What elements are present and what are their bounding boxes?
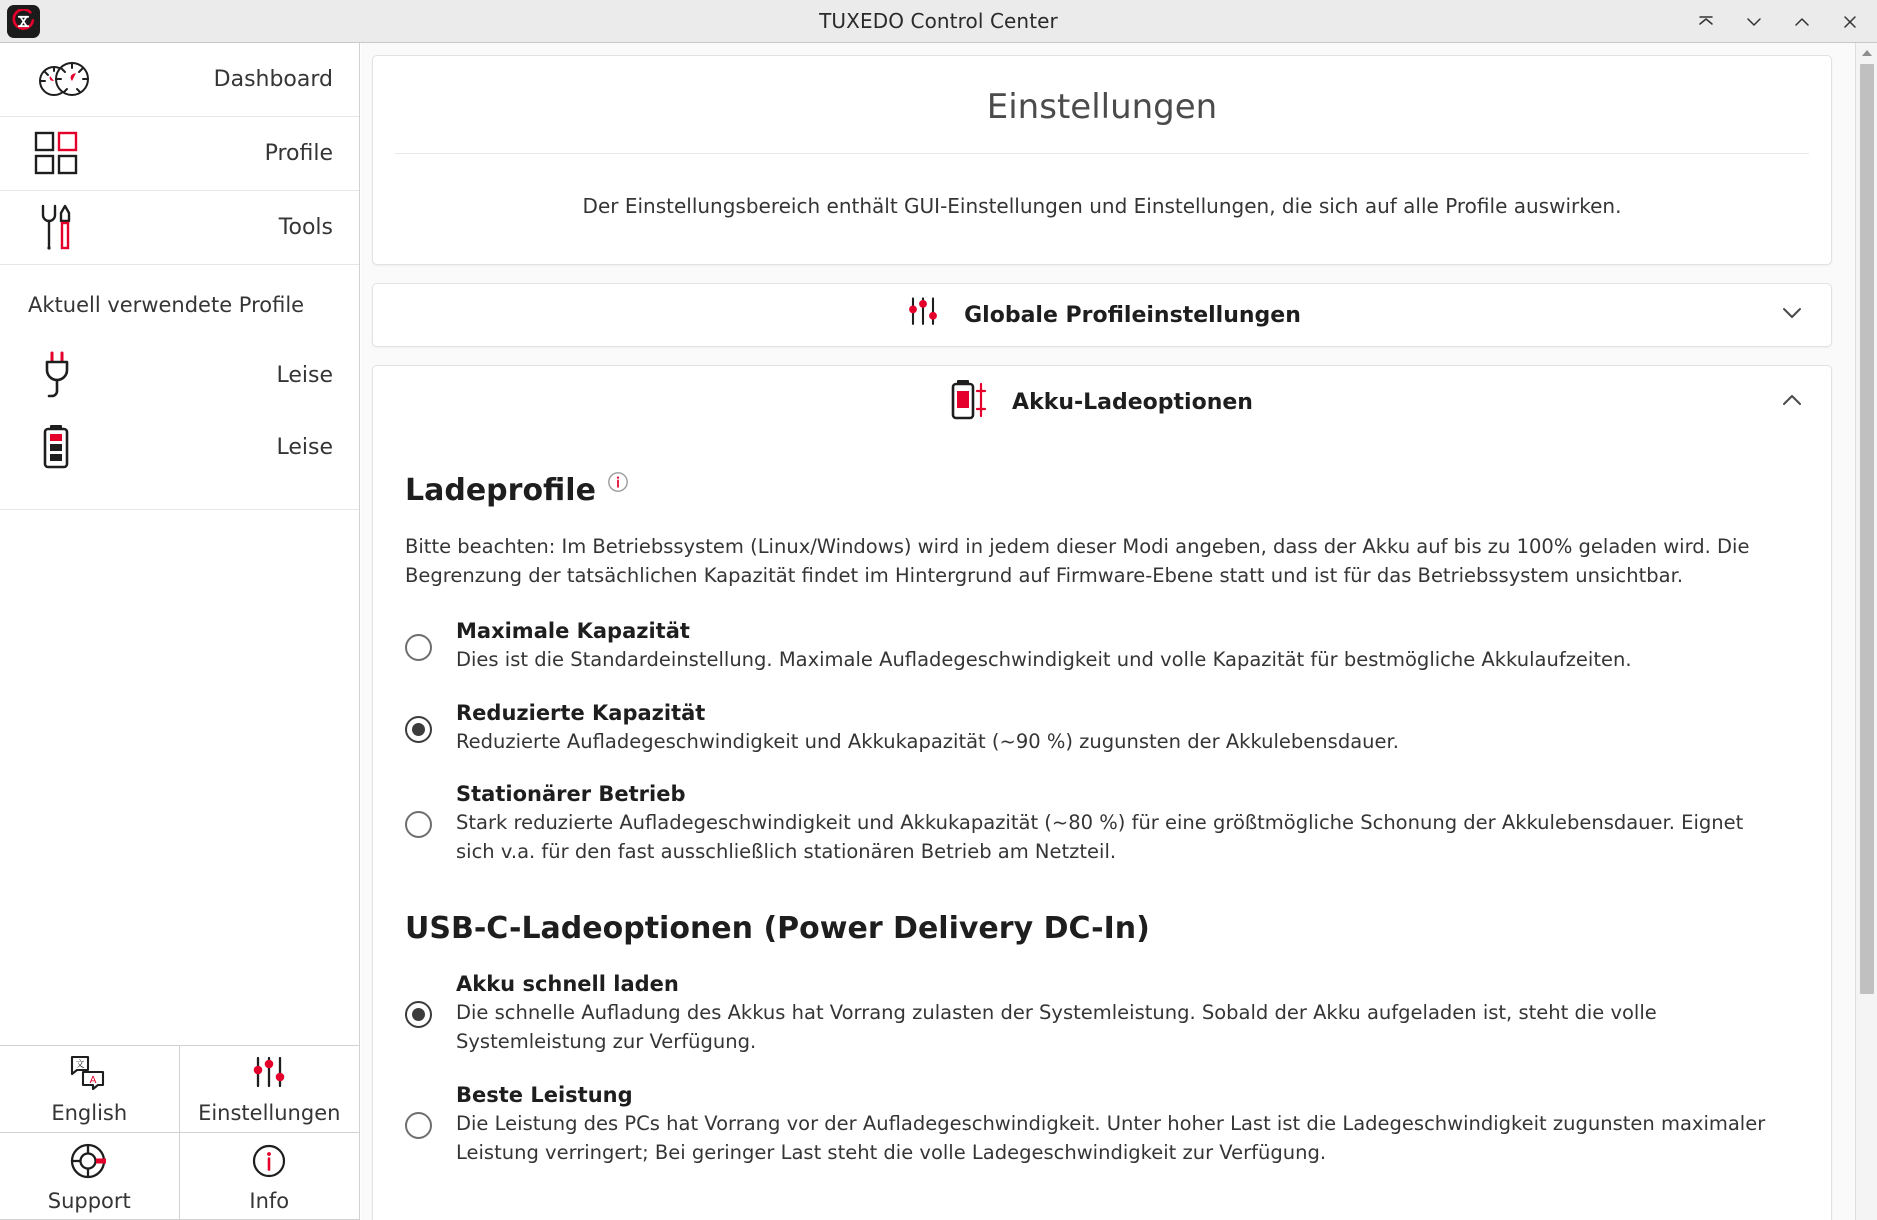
language-button[interactable] [0, 1046, 180, 1133]
radio-button[interactable] [405, 1001, 432, 1028]
radio-selected-dot [412, 1008, 425, 1021]
info-circle-icon[interactable] [607, 466, 629, 501]
radio-option-description: Reduzierte Aufladegeschwindigkeit und Akkukapazität (~90 %) zugunsten der Akkulebensdauer. [456, 729, 1399, 753]
usb-c-charge-options-heading: USB-C-Ladeoptionen (Power Delivery DC-In) [405, 911, 1150, 947]
window-controls [1693, 0, 1863, 43]
settings-hero-card [372, 55, 1832, 265]
current-profile-battery[interactable] [0, 411, 359, 483]
sidebar [0, 43, 360, 1220]
support-button-label: Support [47, 1188, 131, 1213]
radio-option-beste-leistung[interactable] [405, 1083, 1781, 1168]
sidebar-item-label: Tools [278, 215, 333, 240]
current-profile-label: Leise [276, 362, 333, 388]
accordion-title: Akku-Ladeoptionen [1012, 389, 1253, 415]
settings-button[interactable] [180, 1046, 360, 1133]
scroll-up-arrow-icon[interactable] [1856, 43, 1877, 63]
info-button[interactable] [180, 1133, 360, 1220]
radio-option-title: Akku schnell laden [456, 972, 679, 997]
sidebar-bottom-actions [0, 1045, 359, 1220]
sidebar-item-tools[interactable] [0, 191, 359, 265]
info-button-label: Info [249, 1188, 290, 1213]
sidebar-item-dashboard[interactable] [0, 43, 359, 117]
radio-option-title: Maximale Kapazität [456, 618, 690, 643]
radio-option-description: Dies ist die Standardeinstellung. Maximale Aufladegeschwindigkeit und volle Kapazität für bestmögliche Akkulaufzeiten. [456, 647, 1632, 671]
chevron-down-icon[interactable] [1779, 300, 1805, 330]
lifebuoy-support-icon [67, 1140, 111, 1186]
close-button[interactable] [1837, 9, 1863, 35]
sliders-settings-icon [247, 1054, 291, 1098]
radio-control[interactable] [405, 701, 432, 757]
radio-button[interactable] [405, 811, 432, 838]
radio-option-title: Reduzierte Kapazität [456, 700, 706, 725]
sidebar-item-label: Profile [264, 141, 333, 166]
svg-text:文: 文 [75, 1059, 85, 1070]
charge-profile-radio-group [405, 619, 1781, 867]
radio-option-title: Stationärer Betrieb [456, 782, 686, 807]
gauge-dashboard-icon [34, 59, 104, 101]
accordion-title: Globale Profileinstellungen [964, 302, 1301, 328]
current-profile-label: Leise [276, 434, 333, 460]
tuxedo-logo-icon [7, 5, 40, 38]
radio-button[interactable] [405, 716, 432, 743]
radio-control[interactable] [405, 619, 432, 675]
current-profiles-heading: Aktuell verwendete Profile [28, 293, 305, 317]
page-subtitle: Der Einstellungsbereich enthält GUI-Einstellungen und Einstellungen, die sich auf alle Profile auswirken. [582, 194, 1622, 218]
radio-selected-dot [412, 723, 425, 736]
charge-profiles-heading-row [405, 466, 1781, 515]
battery-charge-options-panel [373, 438, 1831, 1220]
sidebar-spacer [0, 509, 359, 1045]
radio-control[interactable] [405, 972, 432, 1057]
radio-option-maximale-kapazitaet[interactable] [405, 619, 1781, 675]
sliders-settings-icon [903, 294, 943, 336]
accordion-battery-charge-options [372, 365, 1832, 1220]
scrollbar-thumb[interactable] [1860, 64, 1874, 994]
wrench-screwdriver-icon [34, 203, 104, 253]
radio-control[interactable] [405, 782, 432, 867]
window-titlebar [0, 0, 1877, 43]
sidebar-item-label: Dashboard [213, 67, 333, 92]
accordion-global-profile-settings [372, 283, 1832, 347]
info-circle-icon [248, 1140, 290, 1186]
power-plug-icon [40, 351, 104, 399]
radio-option-description: Die Leistung des PCs hat Vorrang vor der Aufladegeschwindigkeit. Unter hoher Last ist die Ladegeschwindigkeit zugunsten maximaler Leistung verringert; Bei geringer Last steht die volle Ladegeschwindigkeit zur Verfügung. [456, 1111, 1766, 1164]
battery-charge-options-icon [951, 378, 991, 426]
main-content [361, 43, 1877, 1220]
sidebar-item-profile[interactable] [0, 117, 359, 191]
radio-option-reduzierte-kapazitaet[interactable] [405, 701, 1781, 757]
minimize-button[interactable] [1741, 9, 1767, 35]
accordion-global-profile-settings-header[interactable] [373, 284, 1831, 346]
shade-window-button[interactable] [1693, 9, 1719, 35]
radio-option-title: Beste Leistung [456, 1082, 633, 1107]
chevron-up-icon[interactable] [1779, 387, 1805, 417]
translate-language-icon [66, 1054, 112, 1098]
battery-icon [40, 424, 104, 470]
radio-option-akku-schnell-laden[interactable] [405, 972, 1781, 1057]
charge-profiles-note: Bitte beachten: Im Betriebssystem (Linux/Windows) wird in jedem dieser Modi angeben, dass der Akku auf bis zu 100% geladen wird. Die Begrenzung der tatsächlichen Kapazität findet im Hintergrund auf Firmware-Ebene statt und ist für das Betriebssystem unsichtbar. [405, 535, 1750, 587]
radio-button[interactable] [405, 634, 432, 661]
page-title: Einstellungen [986, 87, 1218, 127]
accordion-battery-charge-options-header[interactable] [373, 366, 1831, 438]
radio-control[interactable] [405, 1083, 432, 1168]
radio-option-description: Stark reduzierte Aufladegeschwindigkeit und Akkukapazität (~80 %) für eine größtmögliche Schonung der Akkulebensdauer. Eignet sich v.a. für den fast ausschließlich stationären Betrieb am Netzteil. [456, 811, 1744, 864]
support-button[interactable] [0, 1133, 180, 1220]
radio-button[interactable] [405, 1112, 432, 1139]
settings-button-label: Einstellungen [198, 1100, 341, 1125]
radio-option-description: Die schnelle Aufladung des Akkus hat Vorrang zulasten der Systemleistung. Sobald der Akku aufgeladen ist, steht die volle Systemleistung zur Verfügung. [456, 1001, 1657, 1054]
usb-c-radio-group [405, 972, 1781, 1167]
radio-option-stationaerer-betrieb[interactable] [405, 782, 1781, 867]
four-squares-profile-icon [34, 131, 104, 177]
current-profile-ac[interactable] [0, 339, 359, 411]
charge-profiles-heading: Ladeprofile [405, 473, 596, 508]
language-button-label: English [51, 1100, 128, 1125]
window-title: TUXEDO Control Center [819, 9, 1058, 33]
maximize-button[interactable] [1789, 9, 1815, 35]
svg-text:A: A [89, 1074, 97, 1086]
vertical-scrollbar[interactable] [1855, 43, 1877, 1220]
